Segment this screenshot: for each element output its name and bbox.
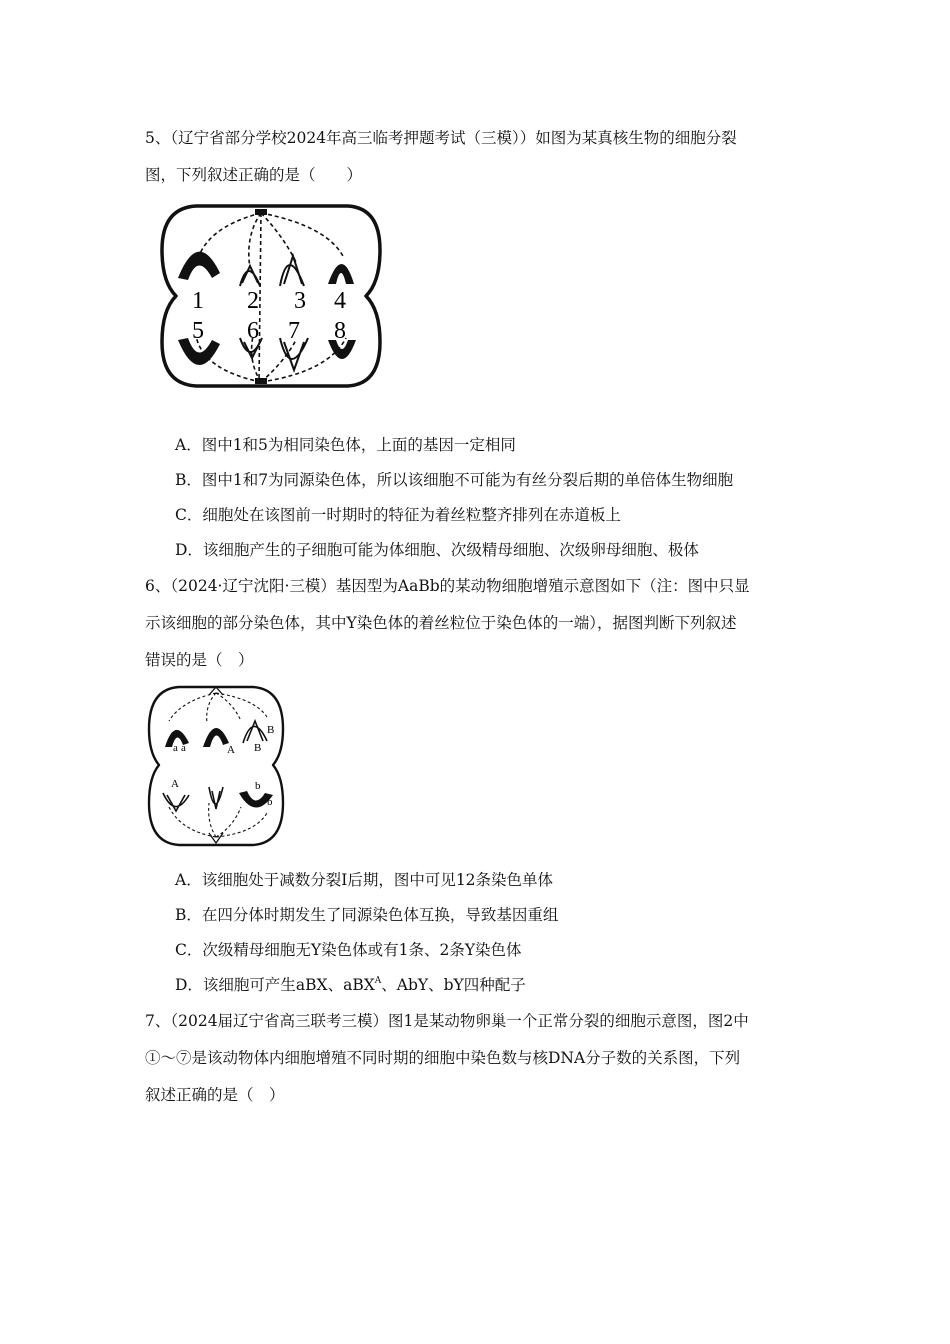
- q5-stem-line-2: 图，下列叙述正确的是（ ）: [145, 166, 363, 184]
- q6-gene-label-B1: B: [267, 724, 275, 736]
- q6-option-b[interactable]: B．在四分体时期发生了同源染色体互换，导致基因重组: [175, 906, 559, 924]
- q5-figure-label-5: 5: [192, 318, 204, 344]
- q6-gene-label-b1: b: [255, 780, 261, 792]
- q5-option-b[interactable]: B．图中1和7为同源染色体，所以该细胞不可能为有丝分裂后期的单倍体生物细胞: [175, 471, 734, 489]
- q6-gene-label-B2: B: [254, 742, 262, 754]
- q6-gene-label-A1: A: [227, 744, 235, 756]
- q6-stem-line-1: 6、（2024·辽宁沈阳·三模）基因型为AaBb的某动物细胞增殖示意图如下（注：图中只显: [145, 577, 750, 595]
- q6-option-d-suffix: 、AbY、bY四种配子: [381, 976, 526, 994]
- q6-stem-line-3: 错误的是（ ）: [145, 651, 254, 669]
- q5-stem-line-1: 5、（辽宁省部分学校2024年高三临考押题考试（三模））如图为某真核生物的细胞分裂: [145, 129, 737, 147]
- q5-option-d[interactable]: D．该细胞产生的子细胞可能为体细胞、次级精母细胞、次级卵母细胞、极体: [175, 541, 699, 559]
- q6-option-c[interactable]: C．次级精母细胞无Y染色体或有1条、2条Y染色体: [175, 941, 522, 959]
- q6-gene-label-a1: a: [173, 742, 178, 754]
- q5-figure-label-4: 4: [334, 288, 346, 314]
- q7-stem-line-2: ①～⑦是该动物体内细胞增殖不同时期的细胞中染色数与核DNA分子数的关系图，下列: [145, 1049, 741, 1067]
- q5-figure-label-1: 1: [192, 288, 204, 314]
- q6-gene-label-a2: a: [181, 742, 186, 754]
- q5-figure-label-8: 8: [334, 318, 346, 344]
- q5-figure-label-2: 2: [247, 288, 259, 314]
- q6-option-d-superscript: A: [374, 976, 382, 986]
- q6-gene-label-b2: b: [267, 796, 273, 808]
- q5-figure-label-3: 3: [294, 288, 306, 314]
- q6-option-a[interactable]: A．该细胞处于减数分裂Ⅰ后期，图中可见12条染色单体: [175, 871, 554, 889]
- q5-figure-label-6: 6: [247, 318, 259, 344]
- q5-option-c[interactable]: C．细胞处在该图前一时期时的特征为着丝粒整齐排列在赤道板上: [175, 506, 621, 524]
- q6-stem-line-2: 示该细胞的部分染色体，其中Y染色体的着丝粒位于染色体的一端），据图判断下列叙述: [145, 614, 737, 632]
- q5-figure-label-7: 7: [288, 318, 300, 344]
- q7-stem-line-3: 叙述正确的是（ ）: [145, 1086, 285, 1104]
- q6-option-d-prefix: D．该细胞可产生aBX、aBX: [175, 976, 375, 994]
- q6-cell-division-figure: [145, 683, 287, 849]
- q5-cell-division-figure: [158, 198, 383, 394]
- q6-option-d[interactable]: [175, 974, 526, 996]
- q7-stem-line-1: 7、（2024届辽宁省高三联考三模）图1是某动物卵巢一个正常分裂的细胞示意图，图2中: [145, 1012, 749, 1030]
- q5-option-a[interactable]: A．图中1和5为相同染色体，上面的基因一定相同: [175, 436, 516, 454]
- q6-gene-label-A2: A: [171, 778, 179, 790]
